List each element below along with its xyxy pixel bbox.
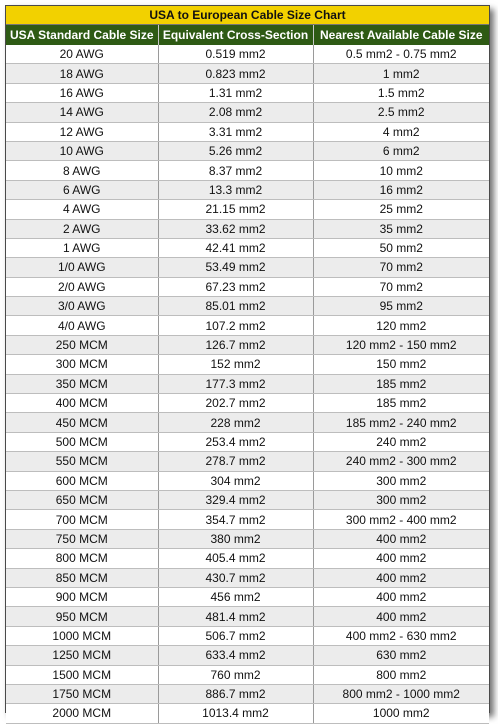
nearest-size-cell: 800 mm2 bbox=[313, 665, 489, 684]
table-row bbox=[6, 122, 489, 141]
table-row bbox=[6, 297, 489, 316]
usa-size-cell: 14 AWG bbox=[6, 103, 158, 122]
nearest-size-cell: 0.5 mm2 - 0.75 mm2 bbox=[313, 45, 489, 64]
table-row bbox=[6, 316, 489, 335]
cross-section-cell: 107.2 mm2 bbox=[158, 316, 313, 335]
usa-size-cell: 750 MCM bbox=[6, 529, 158, 548]
cross-section-cell: 177.3 mm2 bbox=[158, 374, 313, 393]
nearest-size-cell: 70 mm2 bbox=[313, 277, 489, 296]
cross-section-cell: 5.26 mm2 bbox=[158, 141, 313, 160]
usa-size-cell: 8 AWG bbox=[6, 161, 158, 180]
cross-section-cell: 8.37 mm2 bbox=[158, 161, 313, 180]
nearest-size-cell: 630 mm2 bbox=[313, 646, 489, 665]
usa-size-cell: 1750 MCM bbox=[6, 684, 158, 703]
usa-size-cell: 450 MCM bbox=[6, 413, 158, 432]
cross-section-cell: 3.31 mm2 bbox=[158, 122, 313, 141]
cross-section-cell: 42.41 mm2 bbox=[158, 238, 313, 257]
cross-section-cell: 886.7 mm2 bbox=[158, 684, 313, 703]
cross-section-cell: 481.4 mm2 bbox=[158, 607, 313, 626]
table-row bbox=[6, 374, 489, 393]
usa-size-cell: 2 AWG bbox=[6, 219, 158, 238]
usa-size-cell: 3/0 AWG bbox=[6, 297, 158, 316]
usa-size-cell: 20 AWG bbox=[6, 45, 158, 64]
table-row bbox=[6, 45, 489, 64]
cross-section-cell: 1.31 mm2 bbox=[158, 83, 313, 102]
table-row bbox=[6, 64, 489, 83]
nearest-size-cell: 25 mm2 bbox=[313, 200, 489, 219]
cross-section-cell: 253.4 mm2 bbox=[158, 432, 313, 451]
cross-section-cell: 2.08 mm2 bbox=[158, 103, 313, 122]
table-row bbox=[6, 432, 489, 451]
usa-size-cell: 4/0 AWG bbox=[6, 316, 158, 335]
table-row bbox=[6, 646, 489, 665]
table-row bbox=[6, 161, 489, 180]
table-row bbox=[6, 277, 489, 296]
usa-size-cell: 550 MCM bbox=[6, 452, 158, 471]
table-row bbox=[6, 510, 489, 529]
usa-size-cell: 1250 MCM bbox=[6, 646, 158, 665]
cross-section-cell: 126.7 mm2 bbox=[158, 335, 313, 354]
cross-section-cell: 506.7 mm2 bbox=[158, 626, 313, 645]
usa-size-cell: 1500 MCM bbox=[6, 665, 158, 684]
usa-size-cell: 16 AWG bbox=[6, 83, 158, 102]
table-row bbox=[6, 471, 489, 490]
table-row bbox=[6, 83, 489, 102]
table-row bbox=[6, 626, 489, 645]
usa-size-cell: 900 MCM bbox=[6, 587, 158, 606]
nearest-size-cell: 300 mm2 bbox=[313, 471, 489, 490]
table-row bbox=[6, 200, 489, 219]
cross-section-cell: 329.4 mm2 bbox=[158, 490, 313, 509]
nearest-size-cell: 240 mm2 bbox=[313, 432, 489, 451]
usa-size-cell: 1/0 AWG bbox=[6, 258, 158, 277]
nearest-size-cell: 120 mm2 - 150 mm2 bbox=[313, 335, 489, 354]
cross-section-cell: 405.4 mm2 bbox=[158, 549, 313, 568]
cross-section-cell: 0.823 mm2 bbox=[158, 64, 313, 83]
nearest-size-cell: 10 mm2 bbox=[313, 161, 489, 180]
usa-size-cell: 4 AWG bbox=[6, 200, 158, 219]
nearest-size-cell: 35 mm2 bbox=[313, 219, 489, 238]
usa-size-cell: 10 AWG bbox=[6, 141, 158, 160]
column-header-row bbox=[6, 25, 489, 46]
nearest-size-cell: 400 mm2 bbox=[313, 587, 489, 606]
nearest-size-cell: 1000 mm2 bbox=[313, 704, 489, 723]
nearest-size-cell: 95 mm2 bbox=[313, 297, 489, 316]
cross-section-cell: 354.7 mm2 bbox=[158, 510, 313, 529]
table-row bbox=[6, 103, 489, 122]
cross-section-cell: 228 mm2 bbox=[158, 413, 313, 432]
usa-size-cell: 12 AWG bbox=[6, 122, 158, 141]
usa-size-cell: 500 MCM bbox=[6, 432, 158, 451]
cable-size-chart bbox=[5, 5, 490, 721]
usa-size-cell: 250 MCM bbox=[6, 335, 158, 354]
nearest-size-cell: 400 mm2 bbox=[313, 529, 489, 548]
table-row bbox=[6, 529, 489, 548]
table-row bbox=[6, 568, 489, 587]
table-row bbox=[6, 704, 489, 723]
usa-size-cell: 350 MCM bbox=[6, 374, 158, 393]
column-header-nearest-size: Nearest Available Cable Size bbox=[313, 25, 489, 46]
table-row bbox=[6, 452, 489, 471]
nearest-size-cell: 185 mm2 - 240 mm2 bbox=[313, 413, 489, 432]
nearest-size-cell: 16 mm2 bbox=[313, 180, 489, 199]
cross-section-cell: 304 mm2 bbox=[158, 471, 313, 490]
nearest-size-cell: 400 mm2 bbox=[313, 607, 489, 626]
nearest-size-cell: 2.5 mm2 bbox=[313, 103, 489, 122]
table-row bbox=[6, 394, 489, 413]
cross-section-cell: 278.7 mm2 bbox=[158, 452, 313, 471]
usa-size-cell: 1000 MCM bbox=[6, 626, 158, 645]
nearest-size-cell: 50 mm2 bbox=[313, 238, 489, 257]
nearest-size-cell: 185 mm2 bbox=[313, 374, 489, 393]
cross-section-cell: 67.23 mm2 bbox=[158, 277, 313, 296]
cross-section-cell: 456 mm2 bbox=[158, 587, 313, 606]
usa-size-cell: 600 MCM bbox=[6, 471, 158, 490]
table-row bbox=[6, 141, 489, 160]
nearest-size-cell: 185 mm2 bbox=[313, 394, 489, 413]
cross-section-cell: 760 mm2 bbox=[158, 665, 313, 684]
usa-size-cell: 800 MCM bbox=[6, 549, 158, 568]
nearest-size-cell: 120 mm2 bbox=[313, 316, 489, 335]
cross-section-cell: 633.4 mm2 bbox=[158, 646, 313, 665]
usa-size-cell: 300 MCM bbox=[6, 355, 158, 374]
nearest-size-cell: 150 mm2 bbox=[313, 355, 489, 374]
usa-size-cell: 18 AWG bbox=[6, 64, 158, 83]
usa-size-cell: 2/0 AWG bbox=[6, 277, 158, 296]
nearest-size-cell: 300 mm2 - 400 mm2 bbox=[313, 510, 489, 529]
nearest-size-cell: 1.5 mm2 bbox=[313, 83, 489, 102]
usa-size-cell: 950 MCM bbox=[6, 607, 158, 626]
table-row bbox=[6, 355, 489, 374]
usa-size-cell: 6 AWG bbox=[6, 180, 158, 199]
table-row bbox=[6, 335, 489, 354]
nearest-size-cell: 800 mm2 - 1000 mm2 bbox=[313, 684, 489, 703]
cross-section-cell: 202.7 mm2 bbox=[158, 394, 313, 413]
table-row bbox=[6, 238, 489, 257]
table-body bbox=[6, 45, 489, 723]
nearest-size-cell: 70 mm2 bbox=[313, 258, 489, 277]
nearest-size-cell: 4 mm2 bbox=[313, 122, 489, 141]
nearest-size-cell: 240 mm2 - 300 mm2 bbox=[313, 452, 489, 471]
cross-section-cell: 21.15 mm2 bbox=[158, 200, 313, 219]
cross-section-cell: 430.7 mm2 bbox=[158, 568, 313, 587]
usa-size-cell: 700 MCM bbox=[6, 510, 158, 529]
table-row bbox=[6, 549, 489, 568]
nearest-size-cell: 1 mm2 bbox=[313, 64, 489, 83]
nearest-size-cell: 300 mm2 bbox=[313, 490, 489, 509]
cross-section-cell: 1013.4 mm2 bbox=[158, 704, 313, 723]
cross-section-cell: 53.49 mm2 bbox=[158, 258, 313, 277]
table-row bbox=[6, 258, 489, 277]
cable-size-table bbox=[6, 6, 489, 724]
column-header-cross-section: Equivalent Cross-Section bbox=[158, 25, 313, 46]
table-row bbox=[6, 219, 489, 238]
usa-size-cell: 400 MCM bbox=[6, 394, 158, 413]
table-row bbox=[6, 180, 489, 199]
table-row bbox=[6, 607, 489, 626]
cross-section-cell: 0.519 mm2 bbox=[158, 45, 313, 64]
table-row bbox=[6, 413, 489, 432]
table-row bbox=[6, 684, 489, 703]
table-row bbox=[6, 587, 489, 606]
nearest-size-cell: 400 mm2 bbox=[313, 549, 489, 568]
nearest-size-cell: 400 mm2 - 630 mm2 bbox=[313, 626, 489, 645]
nearest-size-cell: 400 mm2 bbox=[313, 568, 489, 587]
cross-section-cell: 152 mm2 bbox=[158, 355, 313, 374]
column-header-usa-size: USA Standard Cable Size bbox=[6, 25, 158, 46]
usa-size-cell: 1 AWG bbox=[6, 238, 158, 257]
cross-section-cell: 33.62 mm2 bbox=[158, 219, 313, 238]
cross-section-cell: 13.3 mm2 bbox=[158, 180, 313, 199]
chart-title: USA to European Cable Size Chart bbox=[6, 6, 489, 25]
usa-size-cell: 2000 MCM bbox=[6, 704, 158, 723]
table-row bbox=[6, 665, 489, 684]
cross-section-cell: 380 mm2 bbox=[158, 529, 313, 548]
nearest-size-cell: 6 mm2 bbox=[313, 141, 489, 160]
usa-size-cell: 850 MCM bbox=[6, 568, 158, 587]
cross-section-cell: 85.01 mm2 bbox=[158, 297, 313, 316]
usa-size-cell: 650 MCM bbox=[6, 490, 158, 509]
table-row bbox=[6, 490, 489, 509]
